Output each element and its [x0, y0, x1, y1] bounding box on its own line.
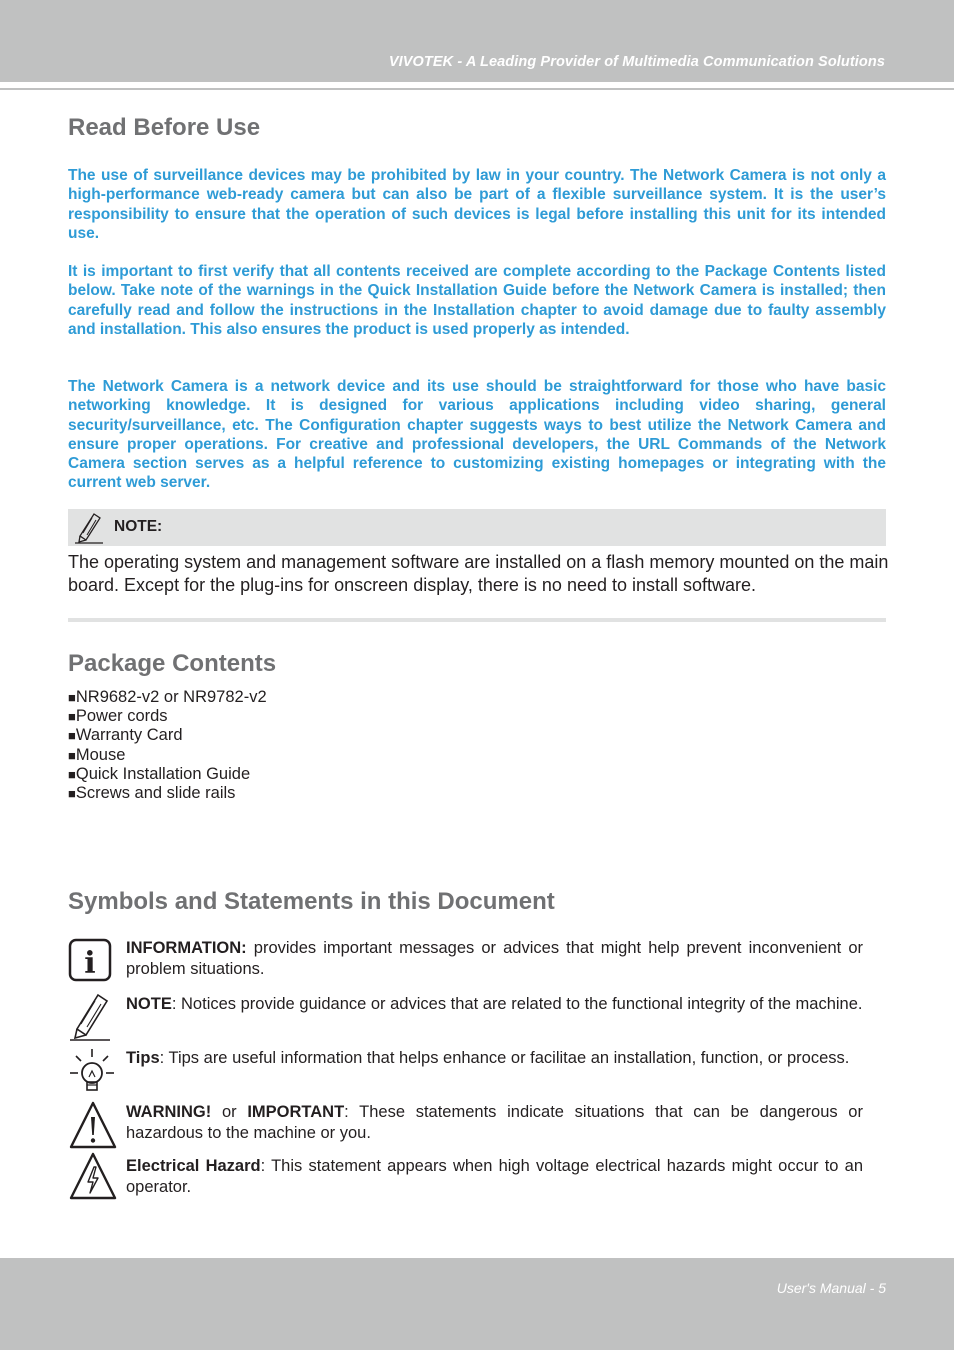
pencil-note-icon — [74, 512, 104, 544]
list-item: ■ Mouse — [68, 746, 267, 765]
lightbulb-icon — [68, 1047, 116, 1097]
information-text: INFORMATION: provides important messages or advices that might help prevent inconvenient or problem situations. — [126, 939, 863, 978]
page-number: User's Manual - 5 — [776, 1280, 886, 1296]
package-contents-title: Package Contents — [68, 650, 277, 677]
list-item: ■ Screws and slide rails — [68, 784, 267, 803]
symbols-title: Symbols and Statements in this Document — [68, 888, 555, 915]
list-item: ■ Warranty Card — [68, 726, 267, 745]
header-tagline: VIVOTEK - A Leading Provider of Multimedia Communication Solutions — [388, 54, 885, 70]
list-item: ■ NR9682-v2 or NR9782-v2 — [68, 688, 267, 707]
warning-text: WARNING! or IMPORTANT: These statements indicate situations that can be dangerous or hazardous to the machine or you. — [126, 1103, 863, 1142]
electrical-hazard-icon — [68, 1151, 118, 1201]
read-before-use-title: Read Before Use — [68, 114, 261, 141]
header-divider — [0, 88, 954, 90]
package-contents-list — [68, 688, 267, 803]
note-text: The operating system and management software are installed on a flash memory mounted on the main board. Except for the plug-ins for onscreen display, there is no need to install software. — [68, 552, 889, 595]
read-before-use-paragraph-2: It is important to first verify that all contents received are complete according to the Package Contents listed below. Take note of the warnings in the Quick Installation Guide before the Network Camera is installed; then carefully read and follow the instructions in the Installation chapter to avoid damage due to faulty assembly and installation. This also ensures the product is used properly as intended. — [68, 263, 886, 338]
hazard-text: Electrical Hazard: This statement appears when high voltage electrical hazards might occur to an operator. — [126, 1157, 864, 1196]
warning-triangle-icon — [68, 1100, 118, 1150]
pencil-note-icon — [68, 993, 112, 1041]
note-bar — [68, 509, 886, 546]
page-header — [0, 0, 954, 82]
page-footer — [0, 1258, 954, 1350]
note-symbol-text: NOTE: Notices provide guidance or advices that are related to the functional integrity of the machine. — [126, 995, 863, 1013]
read-before-use-paragraph-1: The use of surveillance devices may be prohibited by law in your country. The Network Camera is not only a high-performance web-ready camera but can also be part of a flexible surveillance system. It is the user’s responsibility to ensure that the operation of such devices is legal before installing this unit for its intended use. — [68, 167, 886, 242]
read-before-use-paragraph-3: The Network Camera is a network device and its use should be straightforward for those who have basic networking knowledge. It is designed for various applications including video sharing, general security/surveillance, etc. The Configuration chapter suggests ways to best utilize the Network Camera and ensure proper operations. For creative and professional developers, the URL Commands of the Network Camera section serves as a helpful reference to customizing existing homepages or integrating with the current web server. — [68, 378, 886, 492]
svg-text:i: i — [84, 946, 96, 981]
note-label: NOTE: — [114, 518, 163, 535]
tips-text: Tips: Tips are useful information that helps enhance or facilitae an installation, function, or process. — [126, 1049, 850, 1067]
section-divider — [68, 618, 886, 622]
information-icon — [68, 938, 112, 982]
list-item: ■ Power cords — [68, 707, 267, 726]
list-item: ■ Quick Installation Guide — [68, 765, 267, 784]
